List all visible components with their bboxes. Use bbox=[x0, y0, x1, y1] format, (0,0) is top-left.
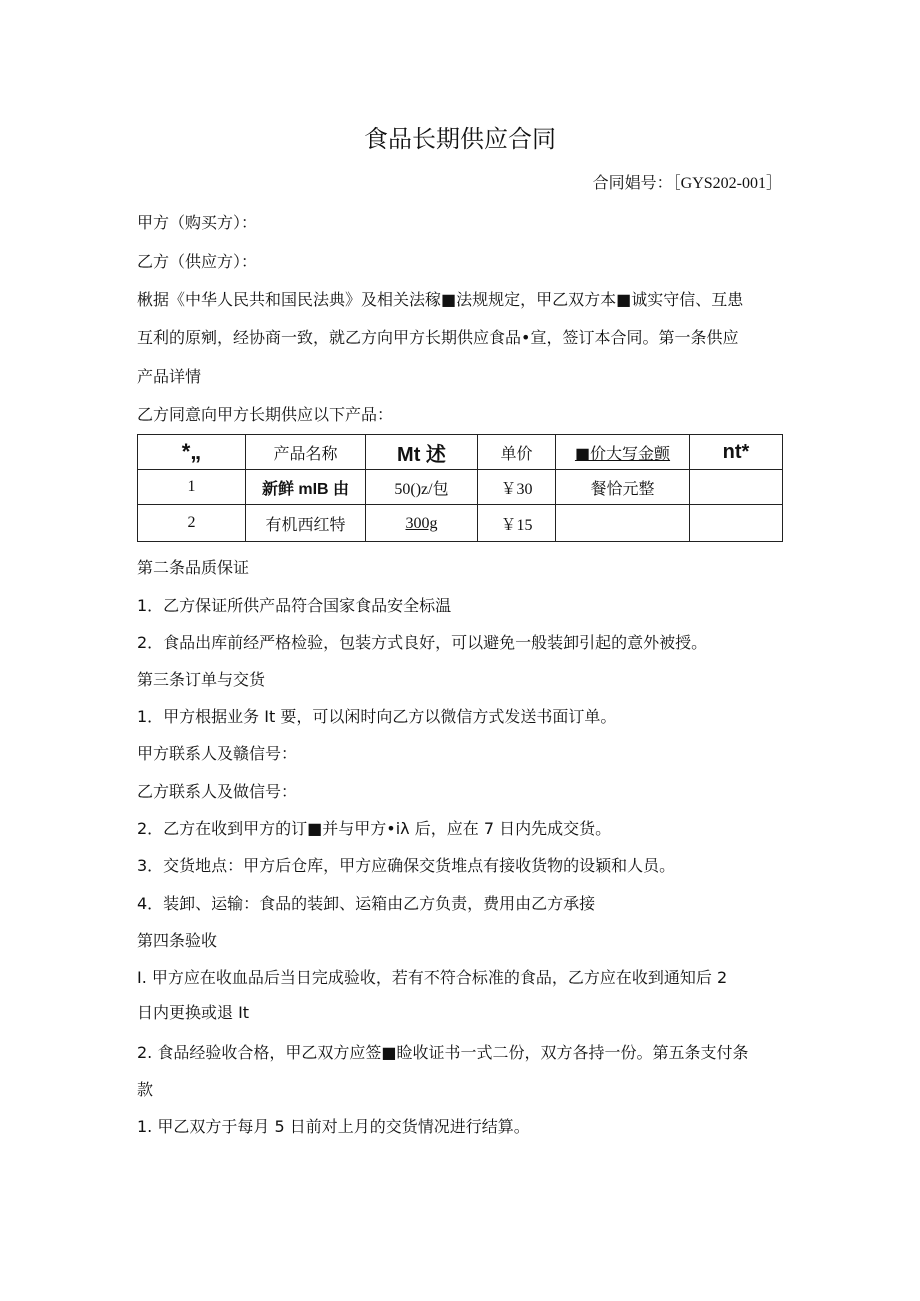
body-line: 款 bbox=[137, 1080, 154, 1099]
row-amount: 餐恰元整 bbox=[556, 470, 690, 505]
row-name: 有机西红特 bbox=[246, 505, 366, 542]
row-spec: 50()z/包 bbox=[366, 470, 478, 505]
row-note bbox=[690, 470, 783, 505]
contract-number bbox=[593, 173, 782, 194]
body-line: 2．食品出库前经严格检验，包装方式良好，可以避免一般装卸引起的意外被授。 bbox=[137, 633, 708, 652]
row-spec: 300g bbox=[366, 505, 478, 542]
intro-line-2: 互利的原剜，经协商一致，就乙方向甲方长期供应食品•宣，签订本合同。第一条供应 bbox=[137, 328, 739, 347]
body-line: 乙方联系人及做信号： bbox=[137, 782, 298, 801]
row-name: 新鲜 mIB 由 bbox=[246, 470, 366, 505]
party-b-line: 乙方（供应方）： bbox=[137, 252, 258, 271]
row-price: ￥15 bbox=[478, 505, 556, 542]
contract-number-label: 合同娼号： bbox=[592, 173, 673, 192]
header-cell: *„ bbox=[138, 435, 246, 470]
body-line: 1. 甲乙双方于每月 5 日前对上月的交货情况进行结算。 bbox=[137, 1117, 530, 1136]
row-no: 1 bbox=[138, 470, 246, 505]
contract-number-value: ［GYS202-001］ bbox=[672, 175, 782, 192]
section-heading-inspection: 第四条验收 bbox=[137, 931, 218, 950]
body-line: 1．乙方保证所供产品符合国家食品安全标温 bbox=[137, 596, 452, 615]
body-line: I. 甲方应在收血品后当日完成验收，若有不符合标准的食品，乙方应在收到通知后 2 bbox=[137, 968, 728, 987]
table-row bbox=[138, 470, 783, 505]
header-cell: Mt 述 bbox=[366, 435, 478, 470]
body-line: 2．乙方在收到甲方的订■并与甲方•iλ 后，应在 7 日内先成交货。 bbox=[137, 819, 612, 838]
intro-line-1: 楸据《中华人民共和国民法典》及相关法稼■法规规定，甲乙双方本■诚实守信、互患 bbox=[137, 290, 744, 309]
row-no: 2 bbox=[138, 505, 246, 542]
document-title: 食品长期供应合同 bbox=[364, 125, 556, 153]
row-amount bbox=[556, 505, 690, 542]
body-line: 2. 食品经验收合格，甲乙双方应签■睑收证书一式二份，双方各持一份。第五条支付条 bbox=[137, 1043, 749, 1062]
row-price: ￥30 bbox=[478, 470, 556, 505]
section-heading-quality: 第二条品质保证 bbox=[137, 558, 250, 577]
section-heading-order: 第三条订单与交货 bbox=[137, 670, 266, 689]
intro-line-3: 产品详情 bbox=[137, 367, 202, 386]
body-line: 4．装卸、运输：食品的装卸、运箱由乙方负责，费用由乙方承接 bbox=[137, 894, 596, 913]
body-line: 甲方联系人及赣信号： bbox=[137, 744, 298, 763]
header-cell: ■价大写金颤 bbox=[556, 435, 690, 470]
body-line: 1．甲方根据业务 It 要，可以闲时向乙方以微信方式发送书面订单。 bbox=[137, 707, 617, 726]
header-cell: 产品名称 bbox=[246, 435, 366, 470]
party-a-line: 甲方（购买方）： bbox=[137, 213, 258, 232]
row-note bbox=[690, 505, 783, 542]
table-header-row bbox=[138, 435, 783, 470]
header-cell: nt* bbox=[690, 435, 783, 470]
table-intro: 乙方同意向甲方长期供应以下产品： bbox=[137, 405, 394, 424]
body-line: 日内更换或退 It bbox=[137, 1003, 250, 1022]
product-table bbox=[137, 434, 783, 542]
table-row bbox=[138, 505, 783, 542]
header-cell: 单价 bbox=[478, 435, 556, 470]
body-line: 3．交货地点：甲方后仓库，甲方应确保交货堆点有接收货物的设颖和人员。 bbox=[137, 856, 676, 875]
